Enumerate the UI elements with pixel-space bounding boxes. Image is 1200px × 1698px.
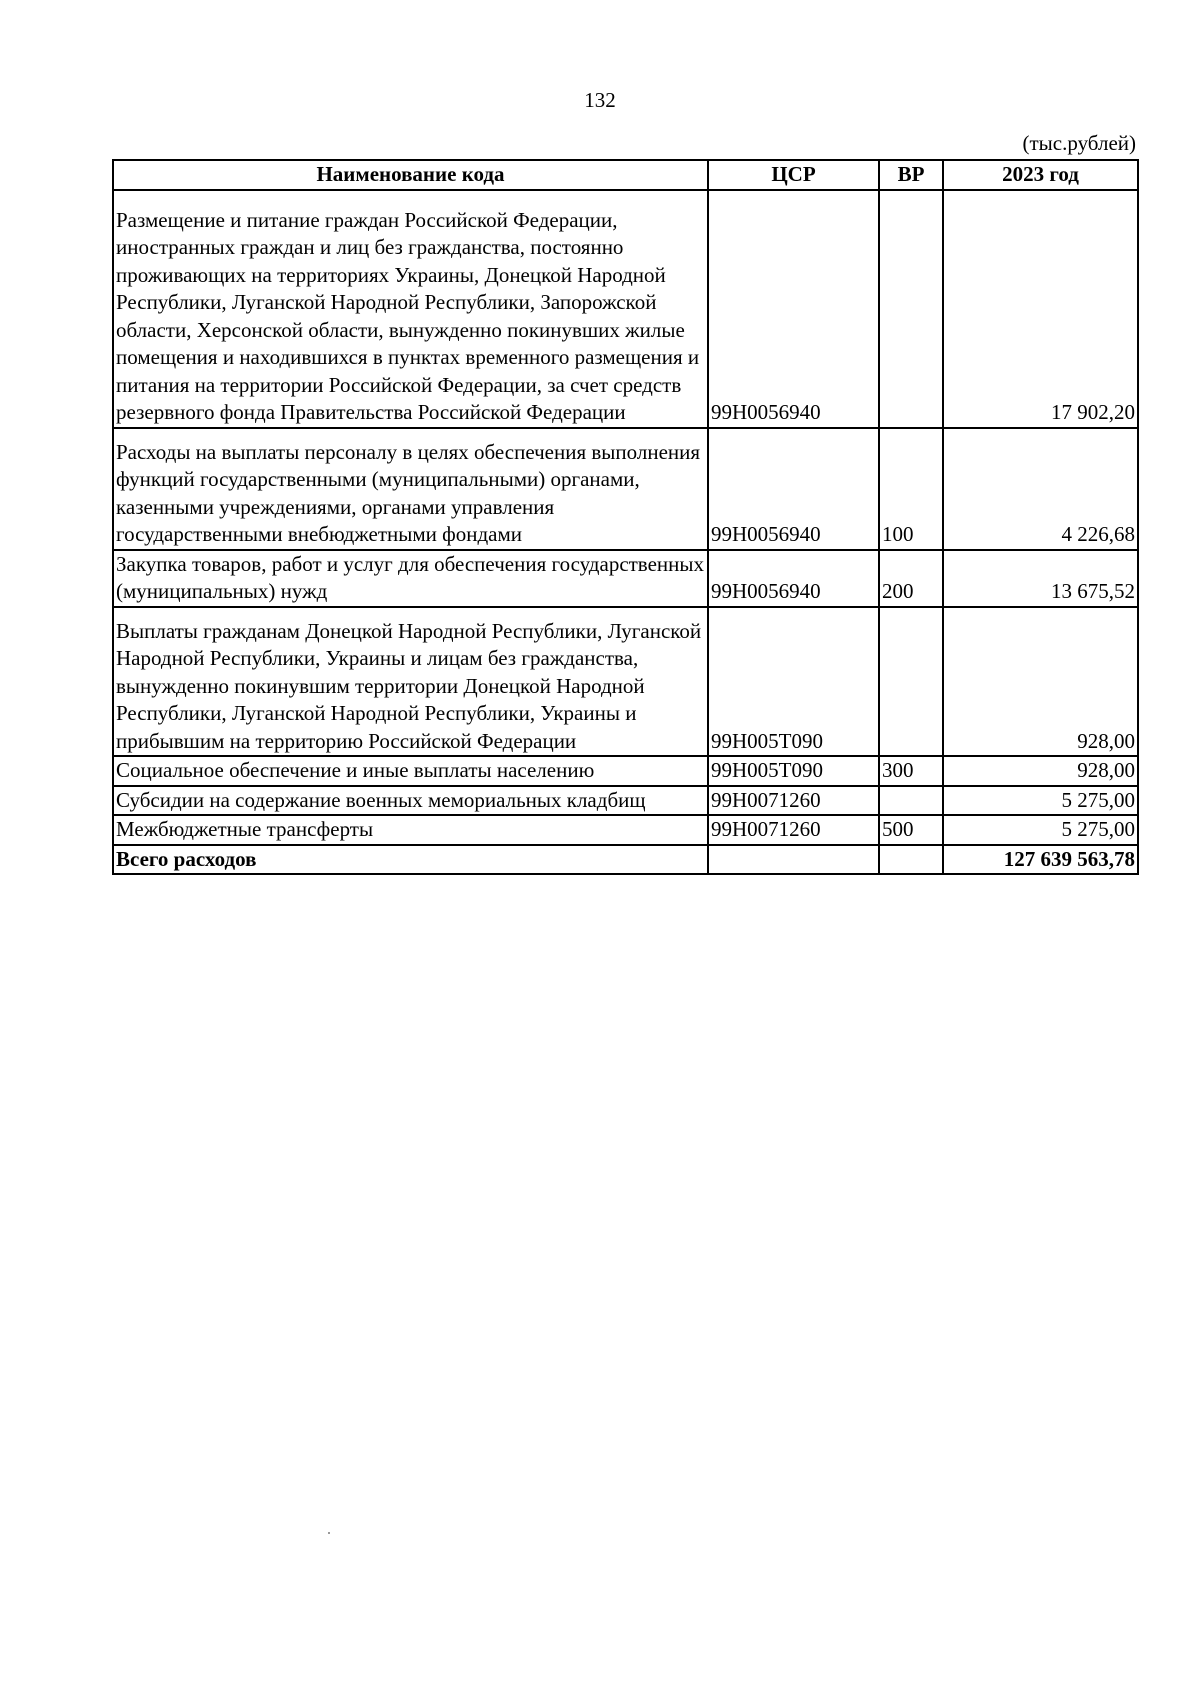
header-vr: ВР: [879, 160, 943, 190]
row-vr: 500: [879, 815, 943, 845]
table-row: [113, 190, 1138, 428]
scan-speck: [328, 1532, 330, 1534]
row-amount: 5 275,00: [943, 786, 1138, 816]
row-amount: 928,00: [943, 607, 1138, 757]
row-name: Межбюджетные трансферты: [113, 815, 708, 845]
total-row: [113, 845, 1138, 875]
row-vr: [879, 190, 943, 428]
total-vr: [879, 845, 943, 875]
header-name: Наименование кода: [113, 160, 708, 190]
row-name: Закупка товаров, работ и услуг для обеспечения государственных (муниципальных) нужд: [113, 550, 708, 607]
row-csr: 99Н0071260: [708, 786, 879, 816]
table-row: [113, 786, 1138, 816]
budget-table: [112, 159, 1139, 875]
row-name: Выплаты гражданам Донецкой Народной Республики, Луганской Народной Республики, Украины и лицам без гражданства, вынужденно покинувшим территории Донецкой Народной Республики, Луганской Народной Республики, Украины и прибывшим на территорию Российской Федерации: [113, 607, 708, 757]
row-csr: 99Н005Т090: [708, 756, 879, 786]
row-amount: 4 226,68: [943, 428, 1138, 550]
header-csr: ЦСР: [708, 160, 879, 190]
units-label: (тыс.рублей): [1022, 131, 1136, 155]
row-vr: [879, 607, 943, 757]
table-header-row: [113, 160, 1138, 190]
table-row: [113, 815, 1138, 845]
row-amount: 5 275,00: [943, 815, 1138, 845]
row-csr: 99Н0056940: [708, 190, 879, 428]
row-name: Размещение и питание граждан Российской Федерации, иностранных граждан и лиц без гражданства, постоянно проживающих на территориях Украины, Донецкой Народной Республики, Луганской Народной Республики, Запорожской области, Херсонской области, вынужденно покинувших жилые помещения и находившихся в пунктах временного размещения и питания на территории Российской Федерации, за счет средств резервного фонда Правительства Российской Федерации: [113, 190, 708, 428]
table-row: [113, 428, 1138, 550]
row-name: Социальное обеспечение и иные выплаты населению: [113, 756, 708, 786]
row-vr: 300: [879, 756, 943, 786]
total-label: Всего расходов: [113, 845, 708, 875]
table-row: [113, 756, 1138, 786]
row-amount: 928,00: [943, 756, 1138, 786]
row-vr: [879, 786, 943, 816]
row-amount: 17 902,20: [943, 190, 1138, 428]
table-row: [113, 607, 1138, 757]
row-csr: 99Н0071260: [708, 815, 879, 845]
row-vr: 200: [879, 550, 943, 607]
row-vr: 100: [879, 428, 943, 550]
total-amount: 127 639 563,78: [943, 845, 1138, 875]
row-csr: 99Н0056940: [708, 550, 879, 607]
row-csr: 99Н0056940: [708, 428, 879, 550]
page-number: 132: [584, 88, 616, 112]
total-csr: [708, 845, 879, 875]
row-name: Субсидии на содержание военных мемориальных кладбищ: [113, 786, 708, 816]
row-name: Расходы на выплаты персоналу в целях обеспечения выполнения функций государственными (муниципальными) органами, казенными учреждениями, органами управления государственными внебюджетными фондами: [113, 428, 708, 550]
row-amount: 13 675,52: [943, 550, 1138, 607]
header-year: 2023 год: [943, 160, 1138, 190]
row-csr: 99Н005Т090: [708, 607, 879, 757]
table-row: [113, 550, 1138, 607]
